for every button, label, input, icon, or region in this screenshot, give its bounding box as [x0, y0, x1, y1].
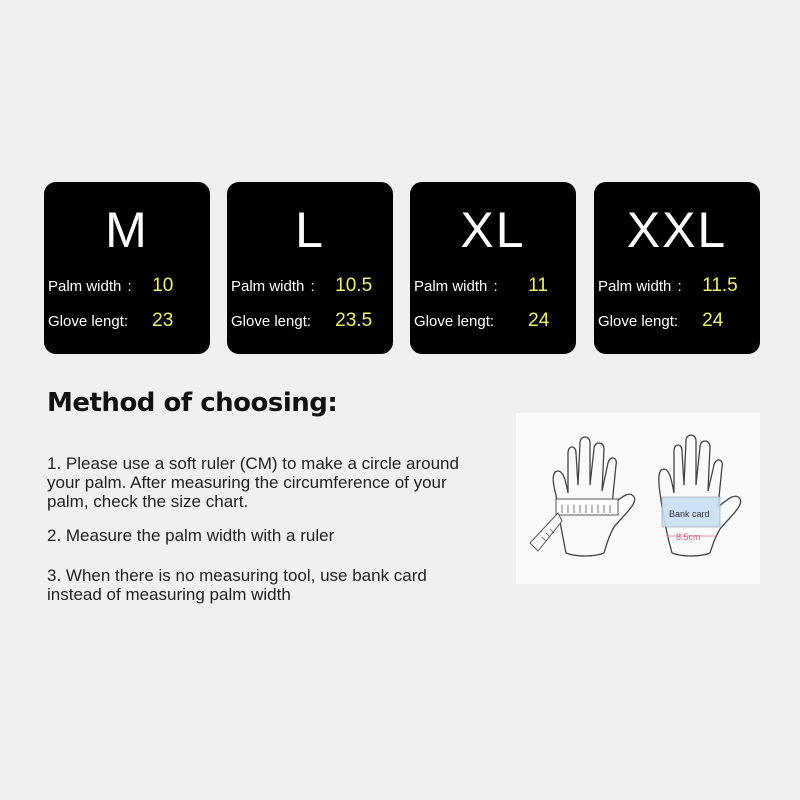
- size-card-m: [44, 182, 210, 354]
- palm-width-label: Palm width: [414, 278, 488, 295]
- palm-width-label: Palm width: [598, 278, 672, 295]
- palm-width-value: 11: [528, 275, 548, 296]
- measuring-illustration: [516, 413, 760, 584]
- method-heading: Method of choosing:: [47, 388, 338, 418]
- glove-length-value: 23: [152, 310, 174, 331]
- hand-measure-illustration: [516, 413, 760, 584]
- card-measure-label: 8.5cm: [676, 532, 701, 542]
- palm-width-row: Palm width : 11: [414, 275, 548, 296]
- bank-card-label: Bank card: [669, 509, 710, 519]
- palm-width-value: 11.5: [702, 275, 738, 296]
- glove-length-label: Glove lengt:: [48, 313, 129, 330]
- palm-width-label: Palm width: [231, 278, 305, 295]
- step-3: 3. When there is no measuring tool, use bank card instead of measuring palm width: [47, 566, 427, 604]
- left-hand-icon: [553, 437, 634, 556]
- bank-card-icon: [662, 497, 720, 542]
- soft-ruler-icon: [530, 499, 618, 551]
- glove-length-row: [598, 310, 756, 332]
- palm-width-label: Palm width: [48, 278, 122, 295]
- glove-length-row: [231, 310, 389, 332]
- size-label: M: [105, 202, 149, 258]
- glove-length-label: Glove lengt:: [598, 313, 679, 330]
- step-2: 2. Measure the palm width with a ruler: [47, 526, 335, 545]
- glove-length-value: 23.5: [335, 310, 373, 331]
- glove-length-label: Glove lengt:: [231, 313, 312, 330]
- palm-width-row: Palm width : 10.5: [231, 275, 373, 296]
- palm-width-value: 10.5: [335, 275, 373, 296]
- glove-length-row: [48, 310, 206, 332]
- step-1: 1. Please use a soft ruler (CM) to make a circle around your palm. After measuring the circumference of your palm, check the size chart.: [47, 454, 459, 511]
- size-card-l: [227, 182, 393, 354]
- palm-width-row: Palm width : 10: [48, 275, 174, 296]
- glove-length-value: 24: [528, 310, 550, 331]
- size-card-xl: [410, 182, 576, 354]
- size-label: XL: [460, 202, 526, 258]
- glove-length-value: 24: [702, 310, 724, 331]
- glove-length-row: [414, 310, 572, 332]
- size-card-xxl: [594, 182, 760, 354]
- palm-width-value: 10: [152, 275, 174, 296]
- size-label: L: [295, 202, 325, 258]
- size-label: XXL: [626, 202, 728, 258]
- palm-width-row: Palm width : 11.5: [598, 275, 738, 296]
- glove-length-label: Glove lengt:: [414, 313, 495, 330]
